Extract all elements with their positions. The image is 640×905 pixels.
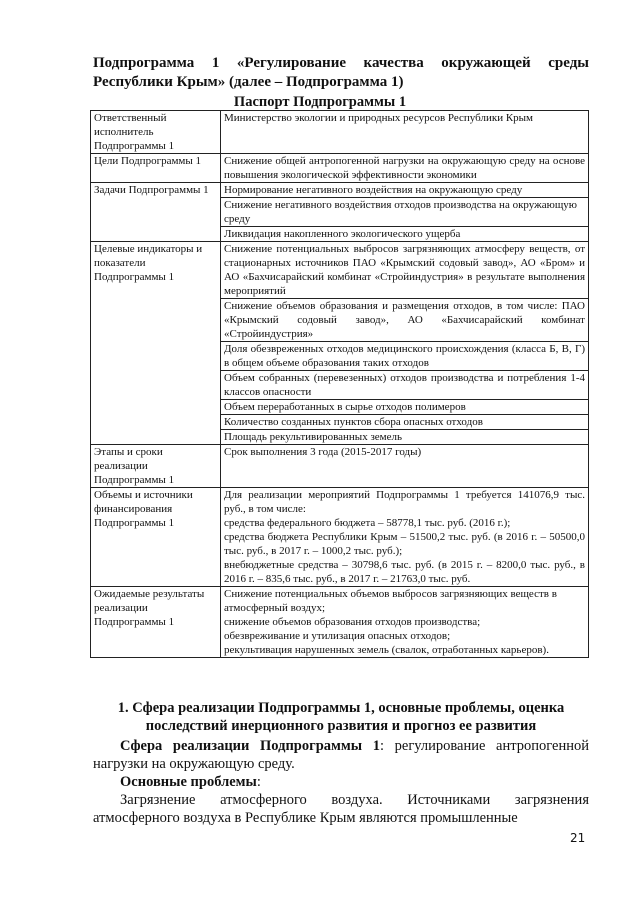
section-title: 1. Сфера реализации Подпрограммы 1, основные проблемы, оценка последствий инерционного развития и прогноз ее развития [117, 700, 565, 734]
row-value: Нормирование негативного воздействия на окружающую среду [221, 183, 589, 198]
financing-regional: средства бюджета Республики Крым – 51500,2 тыс. руб. (в 2016 г. – 50500,0 тыс. руб., в 2017 г. – 1000,2 тыс. руб.); [224, 531, 585, 557]
table-row [91, 111, 589, 154]
subprogram-heading-line1: Подпрограмма 1 «Регулирование качества окружающей среды [93, 55, 589, 71]
row-value [221, 488, 589, 587]
row-value: Доля обезвреженных отходов медицинского происхождения (класса Б, В, Г) в общем объеме образования таких отходов [221, 342, 589, 371]
row-value: Снижение негативного воздействия отходов производства на окружающую среду [221, 198, 589, 227]
financing-offbudget: внебюджетные средства – 30798,6 тыс. руб. (в 2015 г. – 8200,0 тыс. руб., в 2016 г. – 835,6 тыс. руб., в 2017 г. – 21763,0 тыс. руб. [224, 559, 585, 585]
result-item: Снижение потенциальных объемов выбросов загрязняющих веществ в атмосферный воздух; [224, 588, 557, 614]
financing-federal: средства федерального бюджета – 58778,1 тыс. руб. (2016 г.); [224, 517, 511, 529]
scope-paragraph [93, 737, 589, 773]
table-row [91, 445, 589, 488]
table-row [91, 587, 589, 658]
body-paragraph: Загрязнение атмосферного воздуха. Источниками загрязнения атмосферного воздуха в Республике Крым являются промышленные [93, 792, 589, 826]
scope-text: : регулирование антропогенной нагрузки на окружающую среду. [93, 738, 589, 772]
subprogram-heading-line2: Республики Крым» (далее – Подпрограмма 1) [93, 74, 404, 90]
table-row [91, 242, 589, 299]
table-row [91, 154, 589, 183]
row-label: Ожидаемые результаты реализации Подпрограммы 1 [91, 587, 221, 658]
row-label: Объемы и источники финансирования Подпрограммы 1 [91, 488, 221, 587]
financing-total: Для реализации мероприятий Подпрограммы 1 требуется 141076,9 тыс. руб., в том числе: [224, 489, 585, 515]
result-item: обезвреживание и утилизация опасных отходов; [224, 630, 451, 642]
passport-table [90, 110, 589, 658]
row-value: Площадь рекультивированных земель [221, 430, 589, 445]
row-value: Снижение общей антропогенной нагрузки на окружающую среду на основе повышения экологической эффективности экономики [221, 154, 589, 183]
row-label: Целевые индикаторы и показатели Подпрограммы 1 [91, 242, 221, 445]
row-label: Этапы и сроки реализации Подпрограммы 1 [91, 445, 221, 488]
table-row [91, 488, 589, 587]
problems-label: Основные проблемы [120, 774, 257, 790]
row-value: Срок выполнения 3 года (2015-2017 годы) [221, 445, 589, 488]
row-value: Ликвидация накопленного экологического ущерба [221, 227, 589, 242]
result-item: снижение объемов образования отходов производства; [224, 616, 481, 628]
row-value: Снижение объемов образования и размещения отходов, в том числе: ПАО «Крымский содовый завод», АО «Бахчисарайский комбинат «Стройиндустрия» [221, 299, 589, 342]
row-label: Ответственный исполнитель Подпрограммы 1 [91, 111, 221, 154]
row-value: Объем собранных (перевезенных) отходов производства и потребления 1-4 классов опасности [221, 371, 589, 400]
result-item: рекультивация нарушенных земель (свалок, отработанных карьеров). [224, 644, 549, 656]
problems-colon: : [256, 774, 261, 790]
row-value: Количество созданных пунктов сбора опасных отходов [221, 415, 589, 430]
row-label: Цели Подпрограммы 1 [91, 154, 221, 183]
section-body [93, 737, 589, 827]
scope-label: Сфера реализации Подпрограммы 1 [120, 738, 380, 754]
row-value: Объем переработанных в сырье отходов полимеров [221, 400, 589, 415]
passport-title: Паспорт Подпрограммы 1 [233, 94, 407, 110]
row-value: Снижение потенциальных выбросов загрязняющих атмосферу веществ, от стационарных источников ПАО «Крымский содовый завод», АО «Бром» и АО «Бахчисарайский комбинат «Стройиндустрия» в результате выполнения мероприятий [221, 242, 589, 299]
table-row [91, 183, 589, 198]
problems-heading [93, 773, 589, 791]
row-label: Задачи Подпрограммы 1 [91, 183, 221, 242]
row-value [221, 587, 589, 658]
row-value: Министерство экологии и природных ресурсов Республики Крым [221, 111, 589, 154]
page-number: 21 [570, 831, 586, 845]
